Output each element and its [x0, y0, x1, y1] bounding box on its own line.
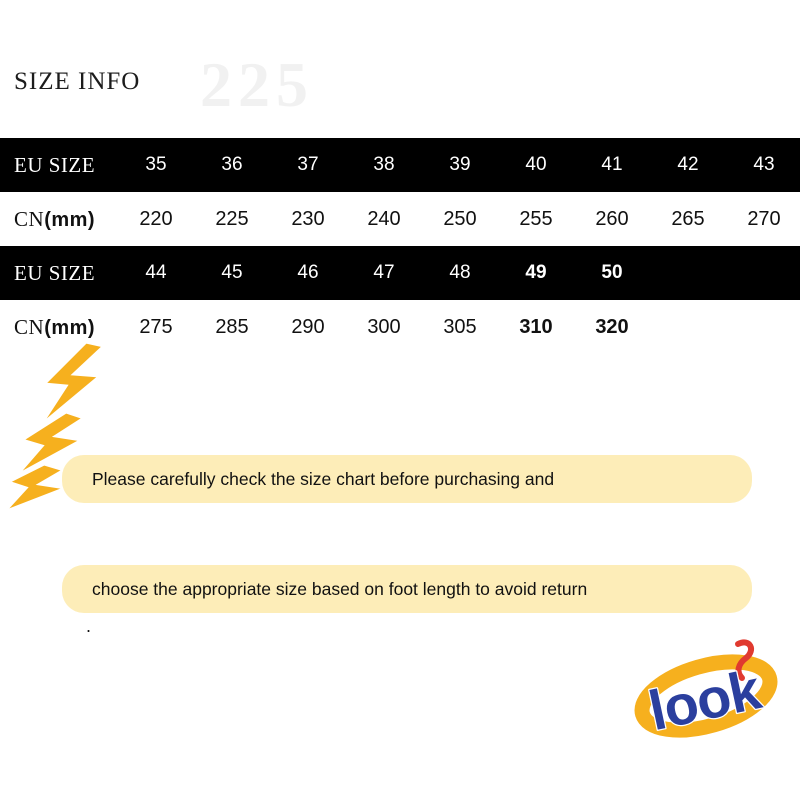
table-cell: 44 — [145, 262, 167, 283]
page-title: SIZE INFO — [14, 68, 141, 95]
watermark-number: 225 — [200, 49, 314, 120]
table-cell: 320 — [595, 315, 629, 338]
table-cell: 40 — [525, 154, 547, 175]
table-cell: 38 — [373, 154, 395, 175]
note-text-trailing: . — [86, 616, 92, 636]
table-cell: 36 — [221, 154, 243, 175]
table-cell: 37 — [297, 154, 319, 175]
row-label-cn-unit: (mm) — [44, 208, 96, 231]
row-cells — [118, 262, 800, 284]
table-cell: 275 — [139, 315, 173, 338]
size-chart-table — [0, 138, 800, 354]
table-cell: 230 — [291, 207, 325, 230]
table-cell: 265 — [671, 207, 705, 230]
row-cells — [118, 316, 800, 339]
table-cell: 50 — [601, 262, 623, 283]
table-cell: 310 — [519, 315, 553, 338]
note-callout-1 — [62, 455, 752, 503]
note-text: choose the appropriate size based on foot length to avoid return — [92, 578, 588, 599]
table-cell: 225 — [215, 207, 249, 230]
row-label-cn-mm — [0, 315, 118, 340]
table-cell: 41 — [601, 154, 623, 175]
row-label-cn-prefix: CN — [14, 206, 45, 231]
table-cell: 260 — [595, 207, 629, 230]
table-row — [0, 192, 800, 246]
note-text: Please carefully check the size chart before purchasing and — [92, 468, 555, 489]
table-cell: 255 — [519, 207, 553, 230]
svg-text:look: look — [643, 657, 766, 743]
row-cells — [118, 154, 800, 176]
table-cell: 49 — [525, 262, 547, 283]
table-row — [0, 246, 800, 300]
table-cell: 43 — [753, 154, 775, 175]
lightning-bolt-icon — [0, 462, 72, 524]
note-callout-2 — [62, 565, 752, 613]
table-cell: 250 — [443, 207, 477, 230]
table-cell: 46 — [297, 262, 319, 283]
table-cell: 290 — [291, 315, 325, 338]
table-cell: 39 — [449, 154, 471, 175]
table-cell: 47 — [373, 262, 395, 283]
table-cell: 305 — [443, 315, 477, 338]
look-logo — [632, 628, 782, 756]
row-label-cn-unit: (mm) — [44, 316, 96, 339]
row-label-cn-mm — [0, 207, 118, 232]
row-cells — [118, 208, 800, 231]
table-cell: 35 — [145, 154, 167, 175]
table-cell: 240 — [367, 207, 401, 230]
row-label-eu-size: EU SIZE — [14, 260, 96, 285]
table-row — [0, 300, 800, 354]
table-cell: 45 — [221, 262, 243, 283]
table-cell: 270 — [747, 207, 781, 230]
table-cell: 285 — [215, 315, 249, 338]
row-label-cn-prefix: CN — [14, 314, 45, 339]
table-cell: 220 — [139, 207, 173, 230]
row-label-eu-size: EU SIZE — [14, 152, 96, 177]
table-cell: 42 — [677, 154, 699, 175]
table-cell: 48 — [449, 262, 471, 283]
table-cell: 300 — [367, 315, 401, 338]
table-row — [0, 138, 800, 192]
